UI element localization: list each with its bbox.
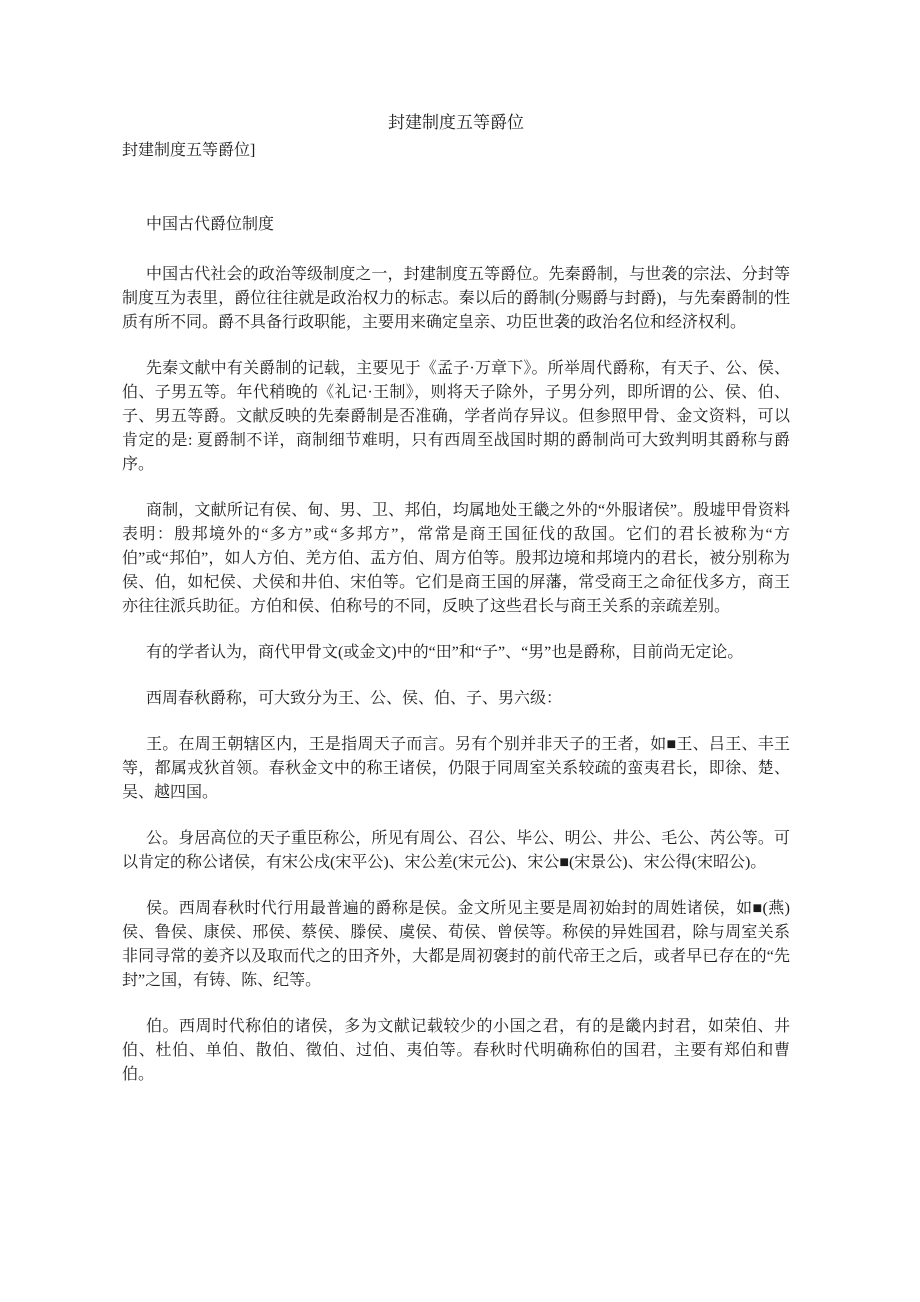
paragraph-shang-system: 商制，文献所记有侯、甸、男、卫、邦伯，均属地处王畿之外的“外服诸侯”。殷墟甲骨资料表明：殷邦境外的“多方”或“多邦方”，常常是商王国征伐的敌国。它们的君长被称为“方伯”或“邦伯”，如人方伯、羌方伯、盂方伯、周方伯等。殷邦边境和邦境内的君长，被分别称为侯、伯，如杞侯、犬侯和井伯、宋伯等。它们是商王国的屏藩，常受商王之命征伐多方，商王亦往往派兵助征。方伯和侯、伯称号的不同，反映了这些君长与商王关系的亲疏差别。 [122, 502, 790, 615]
section-heading: 中国古代爵位制度 [146, 216, 275, 233]
document-title: 封建制度五等爵位 [388, 113, 524, 132]
paragraph-scholars-view: 有的学者认为，商代甲骨文(或金文)中的“田”和“子”、“男”也是爵称，目前尚无定论。 [146, 644, 744, 661]
paragraph-rank-hou: 侯。西周春秋时代行用最普遍的爵称是侯。金文所见主要是周初始封的周姓诸侯，如■(燕)侯、鲁侯、康侯、邢侯、蔡侯、滕侯、虞侯、荀侯、曾侯等。称侯的异姓国君，除与周室关系非同寻常的姜齐以及取而代之的田齐外，大都是周初褒封的前代帝王之后，或者早已存在的“先封”之国，有铸、陈、纪等。 [122, 900, 790, 989]
paragraph-rank-bo: 伯。西周时代称伯的诸侯，多为文献记载较少的小国之君，有的是畿内封君，如荣伯、井伯、杜伯、单伯、散伯、徵伯、过伯、夷伯等。春秋时代明确称伯的国君，主要有郑伯和曹伯。 [122, 1018, 790, 1083]
document-page [122, 111, 790, 1109]
document-subtitle: 封建制度五等爵位] [122, 142, 256, 159]
paragraph-rank-gong: 公。身居高位的天子重臣称公，所见有周公、召公、毕公、明公、井公、毛公、芮公等。可以肯定的称公诸侯，有宋公戌(宋平公)、宋公差(宋元公)、宋公■(宋景公)、宋公得(宋昭公)。 [122, 830, 790, 871]
paragraph-intro: 中国古代社会的政治等级制度之一，封建制度五等爵位。先秦爵制，与世袭的宗法、分封等制度互为表里，爵位往往就是政治权力的标志。秦以后的爵制(分赐爵与封爵)，与先秦爵制的性质有所不同。爵不具备行政职能，主要用来确定皇亲、功臣世袭的政治名位和经济权利。 [122, 266, 790, 331]
paragraph-rank-wang: 王。在周王朝辖区内，王是指周天子而言。另有个别并非天子的王者，如■王、吕王、丰王等，都属戎狄首领。春秋金文中的称王诸侯，仍限于同周室关系较疏的蛮夷君长，即徐、楚、吴、越四国。 [122, 736, 790, 801]
paragraph-six-ranks-lead: 西周春秋爵称，可大致分为王、公、侯、伯、子、男六级： [146, 690, 563, 707]
paragraph-pre-qin-records: 先秦文献中有关爵制的记载，主要见于《孟子·万章下》。所举周代爵称，有天子、公、侯、伯、子男五等。年代稍晚的《礼记·王制》，则将天子除外，子男分列，即所谓的公、侯、伯、子、男五等爵。文献反映的先秦爵制是否准确，学者尚存异议。但参照甲骨、金文资料，可以肯定的是: 夏爵制不详，商制细节难明，只有西周至战国时期的爵制尚可大致判明其爵称与爵序。 [122, 360, 790, 473]
